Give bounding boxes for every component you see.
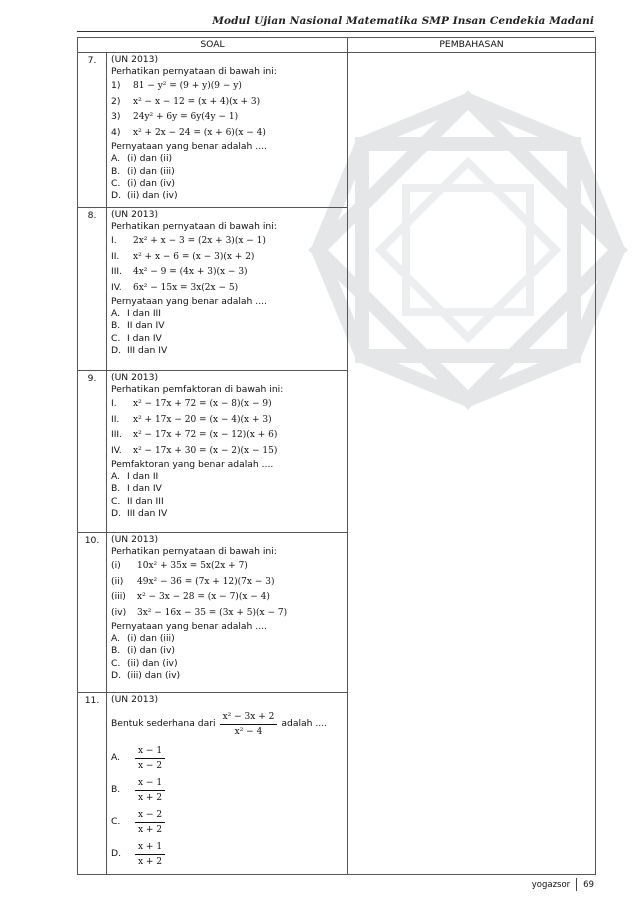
option-label: C. (111, 657, 121, 669)
statement-text: x² − x − 12 = (x + 4)(x + 3) (133, 96, 261, 107)
statement-text: 10x² + 35x = 5x(2x + 7) (137, 561, 248, 572)
pembahasan-cell (348, 53, 596, 875)
statement-item (111, 94, 343, 110)
option-text: I dan II (127, 471, 159, 483)
statement-text: x² − 17x + 72 = (x − 12)(x + 6) (133, 430, 278, 441)
question-prompt: Pernyataan yang benar adalah .... (111, 620, 267, 632)
answer-option (111, 333, 343, 345)
answer-option (111, 496, 343, 508)
statement-label: 3) (111, 111, 121, 123)
option-text: (i) dan (iii) (127, 165, 175, 177)
question-source: (UN 2013) (111, 371, 159, 383)
statement-label: IV. (111, 444, 122, 456)
option-text: (i) dan (iv) (127, 178, 176, 190)
answer-option (111, 483, 343, 495)
footer-divider (576, 878, 577, 891)
option-fraction (135, 809, 165, 836)
question-source: (UN 2013) (111, 693, 159, 705)
header-rule (77, 31, 594, 32)
statement-label: II. (111, 250, 120, 262)
statement-item (111, 397, 343, 413)
option-label: B. (111, 165, 121, 177)
statement-label: 4) (111, 126, 121, 138)
option-label: A. (111, 633, 121, 645)
option-text: I dan IV (127, 332, 162, 344)
statement-label: 1) (111, 80, 121, 92)
question-number: 7. (78, 53, 107, 208)
statement-item (111, 574, 343, 590)
answer-option (111, 345, 343, 357)
question-number: 10. (78, 532, 107, 692)
statement-label: 2) (111, 95, 121, 107)
option-text: (i) dan (iii) (127, 633, 175, 645)
statement-label: III. (111, 266, 123, 278)
fraction-denominator: x + 2 (138, 792, 163, 803)
fraction-denominator: x² − 4 (234, 726, 263, 737)
statement-text: 24y² + 6y = 6y(4y − 1) (133, 112, 239, 123)
question-intro: Perhatikan pernyataan di bawah ini: (111, 66, 277, 78)
statement-item (111, 590, 343, 606)
option-label: C. (111, 816, 121, 828)
question-table (77, 37, 596, 875)
answer-option (111, 190, 343, 202)
statement-text: 3x² − 16x − 35 = (3x + 5)(x − 7) (137, 607, 288, 618)
statement-label: I. (111, 398, 117, 410)
question-prompt: Pernyataan yang benar adalah .... (111, 140, 267, 152)
answer-option (111, 774, 343, 806)
statement-item (111, 412, 343, 428)
option-text: I dan IV (127, 483, 162, 495)
answer-option (111, 320, 343, 332)
option-label: D. (111, 508, 121, 520)
answer-option (111, 645, 343, 657)
column-header-pembahasan: PEMBAHASAN (348, 38, 596, 53)
statement-item (111, 280, 343, 296)
question-prompt: Pemfaktoran yang benar adalah .... (111, 458, 274, 470)
answer-option (111, 658, 343, 670)
question-number: 11. (78, 692, 107, 874)
option-label: D. (111, 190, 121, 202)
statement-text: 4x² − 9 = (4x + 3)(x − 3) (133, 267, 248, 278)
prompt-text-before: Bentuk sederhana dari (111, 718, 216, 730)
option-text: III dan IV (127, 345, 168, 357)
fraction-numerator: x + 1 (135, 841, 165, 855)
statement-label: III. (111, 429, 123, 441)
option-label: C. (111, 332, 121, 344)
option-text: (iii) dan (iv) (127, 670, 181, 682)
fraction-numerator: x − 1 (135, 777, 165, 791)
statement-item (111, 125, 343, 141)
option-fraction (135, 841, 165, 868)
statement-label: I. (111, 235, 117, 247)
option-label: D. (111, 848, 121, 860)
question-intro: Perhatikan pemfaktoran di bawah ini: (111, 384, 284, 396)
option-label: A. (111, 153, 121, 165)
option-text: III dan IV (127, 508, 168, 520)
answer-option (111, 670, 343, 682)
question-source: (UN 2013) (111, 208, 159, 220)
option-label: C. (111, 495, 121, 507)
fraction-numerator: x − 2 (135, 809, 165, 823)
question-source: (UN 2013) (111, 54, 159, 65)
page-footer (532, 878, 594, 891)
statement-text: 2x² + x − 3 = (2x + 3)(x − 1) (133, 236, 266, 247)
fraction-numerator: x² − 3x + 2 (220, 711, 278, 725)
statement-item (111, 249, 343, 265)
option-label: B. (111, 784, 121, 796)
statement-item (111, 605, 343, 621)
statement-item (111, 443, 343, 459)
answer-option (111, 308, 343, 320)
statement-label: II. (111, 413, 120, 425)
statement-text: x² + x − 6 = (x − 3)(x + 2) (133, 251, 255, 262)
statement-text: 6x² − 15x = 3x(2x − 5) (133, 282, 239, 293)
option-text: (i) dan (iv) (127, 645, 176, 657)
statement-item (111, 428, 343, 444)
question-intro: Perhatikan pernyataan di bawah ini: (111, 546, 277, 558)
statement-text: x² − 3x − 28 = (x − 7)(x − 4) (137, 592, 270, 603)
statement-label: (iv) (111, 606, 127, 618)
option-label: A. (111, 471, 121, 483)
option-fraction (135, 745, 165, 772)
option-text: (ii) dan (iv) (127, 657, 178, 669)
prompt-text-after: adalah .... (281, 718, 328, 730)
statement-text: 81 − y² = (9 + y)(9 − y) (133, 81, 242, 92)
option-fraction (135, 777, 165, 804)
prompt-fraction (220, 711, 278, 738)
statement-label: (ii) (111, 575, 124, 587)
answer-option (111, 178, 343, 190)
option-text: II dan IV (127, 320, 165, 332)
option-label: B. (111, 645, 121, 657)
answer-option (111, 153, 343, 165)
column-header-soal: SOAL (78, 38, 348, 53)
option-label: A. (111, 752, 121, 764)
answer-option (111, 838, 343, 870)
question-number: 8. (78, 207, 107, 370)
question-row (78, 53, 596, 208)
page-number: 69 (583, 879, 594, 890)
option-label: B. (111, 320, 121, 332)
statement-item (111, 79, 343, 95)
statement-text: x² + 17x − 20 = (x − 4)(x + 3) (133, 414, 272, 425)
option-text: (i) dan (ii) (127, 153, 173, 165)
footer-author: yogazsor (531, 879, 571, 890)
answer-option (111, 742, 343, 774)
statement-text: x² − 17x + 30 = (x − 2)(x − 15) (133, 445, 278, 456)
question-prompt (111, 706, 343, 742)
question-number: 9. (78, 370, 107, 532)
answer-option (111, 633, 343, 645)
statement-text: x² − 17x + 72 = (x − 8)(x − 9) (133, 399, 272, 410)
option-text: II dan III (127, 495, 164, 507)
option-label: D. (111, 345, 121, 357)
option-label: A. (111, 308, 121, 320)
statement-item (111, 110, 343, 126)
answer-option (111, 508, 343, 520)
answer-option (111, 166, 343, 178)
question-prompt: Pernyataan yang benar adalah .... (111, 295, 267, 307)
question-source: (UN 2013) (111, 533, 159, 545)
statement-label: (iii) (111, 591, 126, 603)
statement-text: 49x² − 36 = (7x + 12)(7x − 3) (137, 576, 275, 587)
option-text: (ii) dan (iv) (127, 190, 178, 202)
option-label: C. (111, 178, 121, 190)
fraction-denominator: x + 2 (138, 824, 163, 835)
question-intro: Perhatikan pernyataan di bawah ini: (111, 221, 277, 233)
answer-option (111, 806, 343, 838)
option-label: D. (111, 670, 121, 682)
fraction-numerator: x − 1 (135, 745, 165, 759)
statement-text: x² + 2x − 24 = (x + 6)(x − 4) (133, 127, 266, 138)
fraction-denominator: x − 2 (138, 760, 163, 771)
statement-item (111, 234, 343, 250)
statement-item (111, 265, 343, 281)
answer-option (111, 471, 343, 483)
page-header-title: Modul Ujian Nasional Matematika SMP Insan Cendekia Madani (212, 15, 594, 27)
statement-label: (i) (111, 560, 121, 572)
fraction-denominator: x + 2 (138, 856, 163, 867)
option-text: I dan III (127, 308, 161, 320)
statement-label: IV. (111, 281, 122, 293)
option-label: B. (111, 483, 121, 495)
statement-item (111, 559, 343, 575)
